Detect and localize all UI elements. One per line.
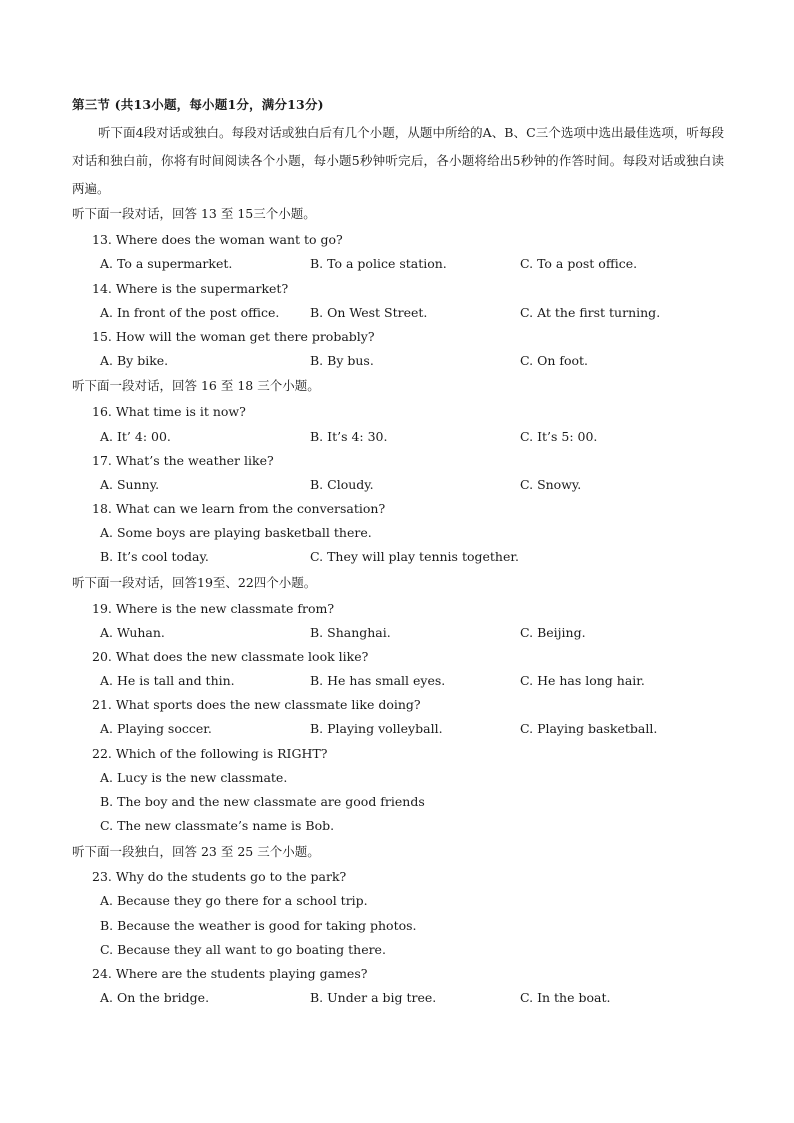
section-instruction: 听下面一段对话，回答 16 至 18 三个小题。 xyxy=(72,378,320,393)
option-21-a: A. Playing soccer. xyxy=(100,721,212,736)
option-22-a: A. Lucy is the new classmate. xyxy=(100,770,288,785)
question-23: 23. Why do the students go to the park? xyxy=(92,869,347,884)
question-24: 24. Where are the students playing games? xyxy=(92,966,368,981)
option-19-a: A. Wuhan. xyxy=(100,625,165,640)
option-18-a: A. Some boys are playing basketball there. xyxy=(100,525,372,540)
option-17-c: C. Snowy. xyxy=(520,477,582,492)
section-instruction: 听下面一段独白，回答 23 至 25 三个小题。 xyxy=(72,844,320,859)
question-21: 21. What sports does the new classmate like doing? xyxy=(92,697,421,712)
question-13: 13. Where does the woman want to go? xyxy=(92,232,343,247)
option-14-c: C. At the first turning. xyxy=(520,305,661,320)
option-16-b: B. It’s 4: 30. xyxy=(310,429,388,444)
option-17-b: B. Cloudy. xyxy=(310,477,374,492)
section-instruction: 听下面一段对话，回答 13 至 15三个小题。 xyxy=(72,206,316,221)
option-15-c: C. On foot. xyxy=(520,353,589,368)
option-20-a: A. He is tall and thin. xyxy=(100,673,235,688)
section-heading: 第三节 (共13小题，每小题1分，满分13分) xyxy=(72,97,324,112)
question-22: 22. Which of the following is RIGHT? xyxy=(92,746,328,761)
option-23-a: A. Because they go there for a school trip. xyxy=(100,893,368,908)
option-13-c: C. To a post office. xyxy=(520,256,638,271)
option-19-b: B. Shanghai. xyxy=(310,625,391,640)
question-17: 17. What’s the weather like? xyxy=(92,453,274,468)
question-20: 20. What does the new classmate look like? xyxy=(92,649,369,664)
option-14-a: A. In front of the post office. xyxy=(100,305,280,320)
option-14-b: B. On West Street. xyxy=(310,305,428,320)
option-24-a: A. On the bridge. xyxy=(100,990,210,1005)
option-23-c: C. Because they all want to go boating there. xyxy=(100,942,386,957)
option-23-b: B. Because the weather is good for taking photos. xyxy=(100,918,417,933)
option-15-a: A. By bike. xyxy=(100,353,169,368)
question-15: 15. How will the woman get there probably? xyxy=(92,329,375,344)
option-18-b: B. It’s cool today. xyxy=(100,549,209,564)
instructions-paragraph: 听下面4段对话或独白。每段对话或独白后有几个小题，从题中所给的A、B、C三个选项中选出最佳选项，听每段对话和独白前，你将有时间阅读各个小题，每小题5秒钟听完后，各小题将给出5秒钟的作答时间。每段对话或独白读两遍。 xyxy=(72,125,724,196)
question-16: 16. What time is it now? xyxy=(92,404,246,419)
option-22-c: C. The new classmate’s name is Bob. xyxy=(100,818,335,833)
option-24-c: C. In the boat. xyxy=(520,990,611,1005)
section-instruction: 听下面一段对话，回答19至、22四个小题。 xyxy=(72,575,317,590)
option-21-c: C. Playing basketball. xyxy=(520,721,658,736)
option-22-b: B. The boy and the new classmate are good friends xyxy=(100,794,425,809)
option-20-c: C. He has long hair. xyxy=(520,673,645,688)
option-24-b: B. Under a big tree. xyxy=(310,990,437,1005)
question-19: 19. Where is the new classmate from? xyxy=(92,601,335,616)
option-21-b: B. Playing volleyball. xyxy=(310,721,443,736)
question-18: 18. What can we learn from the conversation? xyxy=(92,501,386,516)
option-18-c: C. They will play tennis together. xyxy=(310,549,519,564)
option-19-c: C. Beijing. xyxy=(520,625,586,640)
question-14: 14. Where is the supermarket? xyxy=(92,281,289,296)
option-16-a: A. It’ 4: 00. xyxy=(100,429,171,444)
option-20-b: B. He has small eyes. xyxy=(310,673,446,688)
option-15-b: B. By bus. xyxy=(310,353,374,368)
option-17-a: A. Sunny. xyxy=(100,477,160,492)
option-16-c: C. It’s 5: 00. xyxy=(520,429,598,444)
option-13-b: B. To a police station. xyxy=(310,256,447,271)
option-13-a: A. To a supermarket. xyxy=(100,256,233,271)
